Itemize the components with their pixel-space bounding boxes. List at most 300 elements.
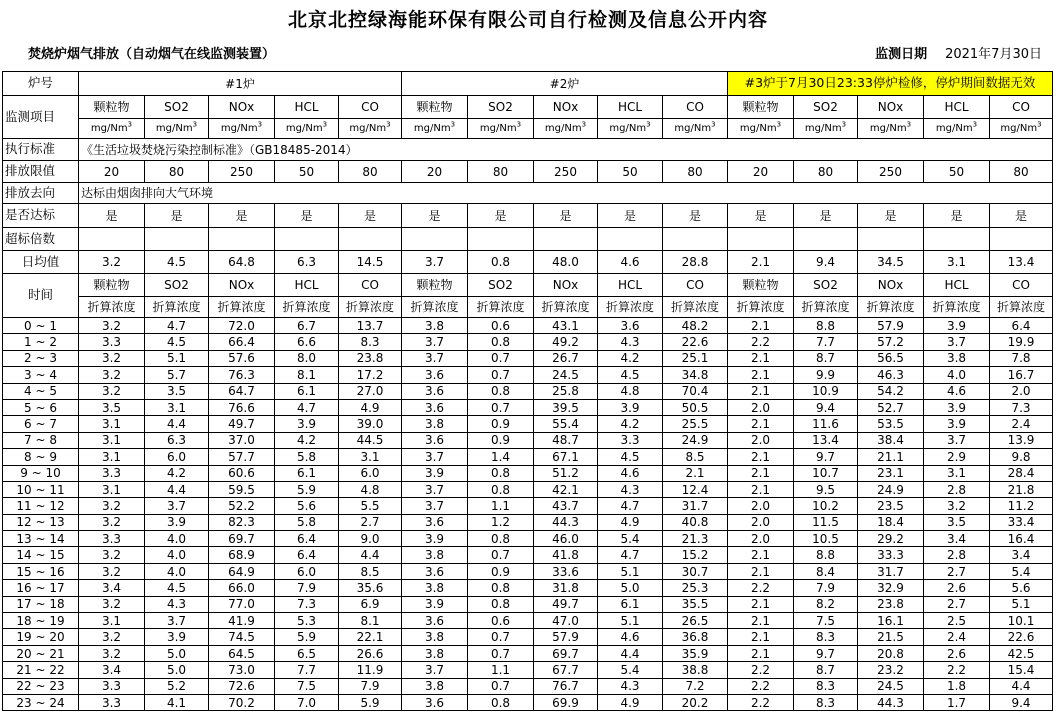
hour-value: 3.9: [924, 399, 990, 415]
hour-value: 16.1: [858, 613, 924, 629]
conc-label: 折算浓度: [990, 297, 1053, 318]
hour-value: 7.9: [275, 580, 339, 596]
hour-value: 1.2: [468, 514, 534, 530]
hour-value: 8.1: [275, 367, 339, 383]
hour-value: 2.0: [728, 514, 794, 530]
hour-value: 25.3: [663, 580, 728, 596]
unit-exponent: 3: [127, 120, 133, 129]
hour-value: 3.6: [402, 399, 468, 415]
table-row: [3, 694, 1053, 710]
limit-value: 80: [339, 161, 402, 183]
hour-label: 5 ~ 6: [3, 399, 79, 415]
hour-value: 19.9: [990, 334, 1053, 350]
hour-value: 39.0: [339, 416, 402, 432]
table-row: [3, 350, 1053, 366]
hour-value: 4.6: [598, 629, 663, 645]
pollutant-header: 颗粒物: [402, 96, 468, 119]
hour-value: 10.7: [794, 465, 858, 481]
hour-value: 3.2: [79, 498, 145, 514]
hour-value: 52.7: [858, 399, 924, 415]
hour-value: 4.4: [990, 678, 1053, 694]
hour-value: 2.1: [728, 481, 794, 497]
hour-label: 6 ~ 7: [3, 416, 79, 432]
hour-value: 2.7: [924, 596, 990, 612]
conc-label: 折算浓度: [794, 297, 858, 318]
hour-value: 2.1: [728, 449, 794, 465]
daily-avg-value: 0.8: [468, 251, 534, 274]
hour-value: 31.7: [858, 563, 924, 579]
hour-value: 0.8: [468, 694, 534, 710]
hour-value: 7.2: [663, 678, 728, 694]
hour-value: 32.9: [858, 580, 924, 596]
hour-value: 53.5: [858, 416, 924, 432]
hour-value: 3.9: [145, 514, 209, 530]
hour-value: 3.9: [402, 465, 468, 481]
hour-value: 20.8: [858, 645, 924, 661]
limit-value: 80: [663, 161, 728, 183]
hour-value: 6.4: [275, 547, 339, 563]
hour-label: 19 ~ 20: [3, 629, 79, 645]
daily-avg-value: 3.7: [402, 251, 468, 274]
hour-value: 4.1: [145, 694, 209, 710]
hour-value: 2.2: [728, 662, 794, 678]
hour-value: 2.1: [728, 383, 794, 399]
hour-value: 8.3: [794, 678, 858, 694]
hour-value: 4.3: [598, 678, 663, 694]
hour-value: 0.8: [468, 465, 534, 481]
hour-value: 33.3: [858, 547, 924, 563]
hour-value: 3.3: [79, 531, 145, 547]
hour-value: 8.1: [339, 613, 402, 629]
hour-value: 21.1: [858, 449, 924, 465]
hour-value: 3.8: [402, 645, 468, 661]
hour-value: 3.9: [598, 399, 663, 415]
hour-value: 2.2: [728, 580, 794, 596]
pollutant-header: SO2: [145, 96, 209, 119]
hour-value: 0.8: [468, 580, 534, 596]
hour-value: 9.4: [794, 399, 858, 415]
hour-value: 6.4: [275, 531, 339, 547]
hour-value: 33.6: [534, 563, 598, 579]
hour-value: 3.7: [402, 498, 468, 514]
limit-value: 250: [858, 161, 924, 183]
hour-value: 3.4: [79, 580, 145, 596]
hour-value: 0.9: [468, 416, 534, 432]
hour-value: 7.9: [339, 678, 402, 694]
hour-value: 66.4: [209, 334, 275, 350]
hour-value: 3.2: [924, 498, 990, 514]
monitor-date: [875, 44, 1042, 66]
hour-value: 7.7: [275, 662, 339, 678]
hour-value: 4.2: [598, 350, 663, 366]
hour-value: 60.6: [209, 465, 275, 481]
table-row: [3, 367, 1053, 383]
unit-cell: [209, 119, 275, 139]
exceed-value: [858, 228, 924, 251]
pollutant-header-2: NOx: [209, 274, 275, 297]
hour-value: 3.1: [79, 449, 145, 465]
hour-value: 2.9: [924, 449, 990, 465]
hour-value: 8.7: [794, 662, 858, 678]
hour-value: 1.8: [924, 678, 990, 694]
pollutant-header: CO: [339, 96, 402, 119]
hour-value: 28.4: [990, 465, 1053, 481]
hour-label: 10 ~ 11: [3, 481, 79, 497]
hour-value: 21.8: [990, 481, 1053, 497]
hour-value: 48.2: [663, 318, 728, 334]
report-subtitle: 焚烧炉烟气排放（自动烟气在线监测装置）: [28, 47, 276, 62]
table-row: [3, 481, 1053, 497]
hour-value: 15.2: [663, 547, 728, 563]
standard-row: [3, 139, 1053, 161]
hour-label: 23 ~ 24: [3, 694, 79, 710]
hour-value: 0.6: [468, 613, 534, 629]
unit-text: mg/Nm: [413, 122, 451, 134]
hour-value: 44.5: [339, 432, 402, 448]
hour-value: 8.7: [794, 350, 858, 366]
hour-value: 3.2: [79, 563, 145, 579]
compliant-value: 是: [663, 204, 728, 228]
hour-value: 49.2: [534, 334, 598, 350]
hour-value: 5.6: [275, 498, 339, 514]
hour-value: 41.9: [209, 613, 275, 629]
hour-value: 5.4: [598, 662, 663, 678]
hour-value: 35.5: [663, 596, 728, 612]
hour-value: 44.3: [534, 514, 598, 530]
hour-value: 67.1: [534, 449, 598, 465]
page-title: 北京北控绿海能环保有限公司自行检测及信息公开内容: [287, 9, 768, 31]
hour-value: 7.9: [794, 580, 858, 596]
pollutant-header-2: NOx: [534, 274, 598, 297]
destination-row: [3, 183, 1053, 204]
hour-value: 3.7: [924, 334, 990, 350]
hour-value: 8.3: [794, 694, 858, 710]
hour-value: 10.5: [794, 531, 858, 547]
hour-value: 2.1: [728, 465, 794, 481]
hour-label: 7 ~ 8: [3, 432, 79, 448]
pollutant-header: NOx: [858, 96, 924, 119]
unit-cell: [339, 119, 402, 139]
hour-label: 1 ~ 2: [3, 334, 79, 350]
hour-value: 47.0: [534, 613, 598, 629]
hour-value: 21.3: [663, 531, 728, 547]
hour-value: 3.3: [79, 334, 145, 350]
hour-value: 18.4: [858, 514, 924, 530]
unit-row: [3, 119, 1053, 139]
limit-value: 80: [468, 161, 534, 183]
unit-exponent: 3: [1037, 120, 1042, 129]
hour-value: 49.7: [209, 416, 275, 432]
hour-value: 42.5: [990, 645, 1053, 661]
unit-text: mg/Nm: [155, 122, 193, 134]
table-row: [3, 465, 1053, 481]
hour-value: 3.9: [402, 531, 468, 547]
hour-value: 66.0: [209, 580, 275, 596]
hour-value: 7.5: [794, 613, 858, 629]
hour-value: 3.6: [402, 613, 468, 629]
table-row: [3, 563, 1053, 579]
hour-value: 4.7: [598, 547, 663, 563]
hour-value: 5.8: [275, 514, 339, 530]
hour-value: 43.1: [534, 318, 598, 334]
hour-value: 5.0: [598, 580, 663, 596]
hour-value: 1.1: [468, 498, 534, 514]
hour-value: 3.5: [79, 399, 145, 415]
hour-value: 3.6: [598, 318, 663, 334]
hour-label: 16 ~ 17: [3, 580, 79, 596]
hour-value: 5.7: [145, 367, 209, 383]
hour-value: 3.8: [402, 416, 468, 432]
hour-label: 2 ~ 3: [3, 350, 79, 366]
hour-value: 13.7: [339, 318, 402, 334]
unit-cell: [534, 119, 598, 139]
pollutant-header: NOx: [534, 96, 598, 119]
hour-value: 6.6: [275, 334, 339, 350]
hour-value: 8.2: [794, 596, 858, 612]
pollutant-header: SO2: [794, 96, 858, 119]
pollutant-header-2: HCL: [924, 274, 990, 297]
hour-value: 25.1: [663, 350, 728, 366]
unit-exponent: 3: [646, 120, 651, 129]
daily-avg-value: 13.4: [990, 251, 1053, 274]
hour-value: 3.9: [402, 596, 468, 612]
pollutant-header: HCL: [275, 96, 339, 119]
hour-value: 4.9: [339, 399, 402, 415]
standard-text: 《生活垃圾焚烧污染控制标准》（GB18485-2014）: [79, 139, 1053, 161]
hour-value: 22.6: [990, 629, 1053, 645]
hour-value: 76.6: [209, 399, 275, 415]
limit-label: 排放限值: [3, 161, 79, 183]
hour-value: 3.8: [402, 678, 468, 694]
hour-value: 8.3: [339, 334, 402, 350]
hour-value: 0.8: [468, 596, 534, 612]
hour-label: 20 ~ 21: [3, 645, 79, 661]
hour-value: 7.3: [275, 596, 339, 612]
hour-value: 42.1: [534, 481, 598, 497]
conc-label: 折算浓度: [534, 297, 598, 318]
hour-value: 0.9: [468, 563, 534, 579]
hour-value: 23.5: [858, 498, 924, 514]
hour-value: 4.6: [924, 383, 990, 399]
hour-value: 3.1: [79, 432, 145, 448]
hour-value: 7.5: [275, 678, 339, 694]
unit-text: mg/Nm: [869, 122, 907, 134]
hour-value: 3.7: [402, 334, 468, 350]
hour-value: 4.4: [339, 547, 402, 563]
table-row: [3, 678, 1053, 694]
compliant-value: 是: [402, 204, 468, 228]
hour-value: 8.0: [275, 350, 339, 366]
hour-value: 4.3: [145, 596, 209, 612]
hour-value: 38.4: [858, 432, 924, 448]
hour-value: 3.8: [924, 350, 990, 366]
pollutant-header: NOx: [209, 96, 275, 119]
exceed-label: 超标倍数: [3, 228, 79, 251]
unit-cell: [79, 119, 145, 139]
unit-cell: [663, 119, 728, 139]
hour-value: 4.4: [598, 645, 663, 661]
hour-value: 3.4: [990, 547, 1053, 563]
table-row: [3, 629, 1053, 645]
hour-value: 3.6: [402, 367, 468, 383]
hour-value: 16.7: [990, 367, 1053, 383]
hour-value: 57.9: [534, 629, 598, 645]
hour-value: 8.5: [339, 563, 402, 579]
hour-value: 7.3: [990, 399, 1053, 415]
unit-cell: [145, 119, 209, 139]
hour-value: 1.4: [468, 449, 534, 465]
hour-value: 2.2: [728, 334, 794, 350]
hour-value: 55.4: [534, 416, 598, 432]
hour-value: 3.9: [275, 416, 339, 432]
hour-value: 72.0: [209, 318, 275, 334]
destination-label: 排放去向: [3, 183, 79, 204]
hour-value: 2.1: [728, 547, 794, 563]
exceed-row: [3, 228, 1053, 251]
hour-value: 4.2: [598, 416, 663, 432]
unit-exponent: 3: [776, 120, 782, 129]
pollutant-header-2: SO2: [468, 274, 534, 297]
hour-value: 30.7: [663, 563, 728, 579]
hour-value: 5.8: [275, 449, 339, 465]
hour-value: 4.5: [598, 367, 663, 383]
furnace-2-header: #2炉: [402, 72, 728, 96]
table-row: [3, 498, 1053, 514]
unit-exponent: 3: [386, 120, 391, 129]
daily-avg-value: 2.1: [728, 251, 794, 274]
table-row: [3, 318, 1053, 334]
compliant-value: 是: [794, 204, 858, 228]
hour-value: 11.6: [794, 416, 858, 432]
hour-value: 3.2: [79, 383, 145, 399]
hour-value: 7.8: [990, 350, 1053, 366]
hour-value: 49.7: [534, 596, 598, 612]
hour-value: 6.1: [598, 596, 663, 612]
hour-value: 8.8: [794, 547, 858, 563]
unit-text: mg/Nm: [1000, 122, 1038, 134]
hour-label: 0 ~ 1: [3, 318, 79, 334]
exceed-value: [728, 228, 794, 251]
hour-value: 9.8: [990, 449, 1053, 465]
pollutant-header-2: NOx: [858, 274, 924, 297]
hour-value: 11.5: [794, 514, 858, 530]
unit-text: mg/Nm: [935, 122, 973, 134]
table-row: [3, 645, 1053, 661]
hour-value: 2.0: [728, 531, 794, 547]
hour-value: 0.7: [468, 399, 534, 415]
daily-avg-value: 48.0: [534, 251, 598, 274]
hour-value: 43.7: [534, 498, 598, 514]
daily-avg-value: 64.8: [209, 251, 275, 274]
pollutant-header-2: 颗粒物: [79, 274, 145, 297]
hour-value: 82.3: [209, 514, 275, 530]
unit-text: mg/Nm: [674, 122, 712, 134]
conc-label: 折算浓度: [598, 297, 663, 318]
compliant-value: 是: [468, 204, 534, 228]
hour-value: 2.1: [728, 350, 794, 366]
compliant-value: 是: [79, 204, 145, 228]
hour-value: 54.2: [858, 383, 924, 399]
hour-value: 13.4: [794, 432, 858, 448]
daily-avg-value: 28.8: [663, 251, 728, 274]
monitor-date-value: 2021年7月30日: [945, 47, 1042, 62]
hour-value: 6.1: [275, 465, 339, 481]
hour-value: 4.7: [145, 318, 209, 334]
hour-value: 41.8: [534, 547, 598, 563]
hour-value: 4.0: [145, 563, 209, 579]
monitor-date-label: 监测日期: [875, 47, 928, 62]
unit-text: mg/Nm: [349, 122, 387, 134]
unit-cell: [598, 119, 663, 139]
hour-value: 3.3: [79, 678, 145, 694]
hour-value: 3.3: [79, 465, 145, 481]
hour-value: 23.8: [339, 350, 402, 366]
daily-avg-label: 日均值: [3, 251, 79, 274]
hour-value: 4.2: [145, 465, 209, 481]
hour-value: 0.7: [468, 678, 534, 694]
hour-value: 24.9: [663, 432, 728, 448]
exceed-value: [209, 228, 275, 251]
hour-value: 46.3: [858, 367, 924, 383]
table-row: [3, 432, 1053, 448]
pollutant-header-2: SO2: [145, 274, 209, 297]
compliant-value: 是: [275, 204, 339, 228]
hour-value: 36.8: [663, 629, 728, 645]
hour-value: 3.4: [924, 531, 990, 547]
exceed-value: [534, 228, 598, 251]
hour-value: 3.3: [79, 694, 145, 710]
hour-value: 33.4: [990, 514, 1053, 530]
hour-value: 34.8: [663, 367, 728, 383]
limit-value: 50: [275, 161, 339, 183]
hour-value: 3.2: [79, 514, 145, 530]
hour-value: 1.7: [924, 694, 990, 710]
hour-value: 5.0: [145, 645, 209, 661]
unit-text: mg/Nm: [285, 122, 323, 134]
unit-exponent: 3: [192, 120, 198, 129]
table-row: [3, 547, 1053, 563]
hour-value: 3.7: [145, 613, 209, 629]
hour-value: 4.5: [145, 580, 209, 596]
hour-value: 2.8: [924, 481, 990, 497]
hour-value: 2.4: [990, 416, 1053, 432]
hour-value: 3.8: [402, 318, 468, 334]
unit-cell: [728, 119, 794, 139]
conc-label: 折算浓度: [402, 297, 468, 318]
hour-value: 3.9: [924, 416, 990, 432]
exceed-value: [924, 228, 990, 251]
hour-value: 3.1: [79, 613, 145, 629]
hour-value: 0.8: [468, 334, 534, 350]
unit-cell: [858, 119, 924, 139]
hour-value: 6.1: [275, 383, 339, 399]
hour-value: 56.5: [858, 350, 924, 366]
hour-value: 9.9: [794, 367, 858, 383]
hour-value: 64.7: [209, 383, 275, 399]
hour-value: 8.3: [794, 629, 858, 645]
unit-exponent: 3: [322, 120, 328, 129]
pollutant-header: HCL: [598, 96, 663, 119]
hour-value: 12.4: [663, 481, 728, 497]
hour-value: 3.8: [402, 629, 468, 645]
unit-exponent: 3: [711, 120, 716, 129]
daily-avg-value: 4.6: [598, 251, 663, 274]
hour-value: 5.9: [275, 481, 339, 497]
hour-value: 5.1: [598, 563, 663, 579]
hour-value: 46.0: [534, 531, 598, 547]
hour-value: 50.5: [663, 399, 728, 415]
hour-value: 3.6: [402, 563, 468, 579]
